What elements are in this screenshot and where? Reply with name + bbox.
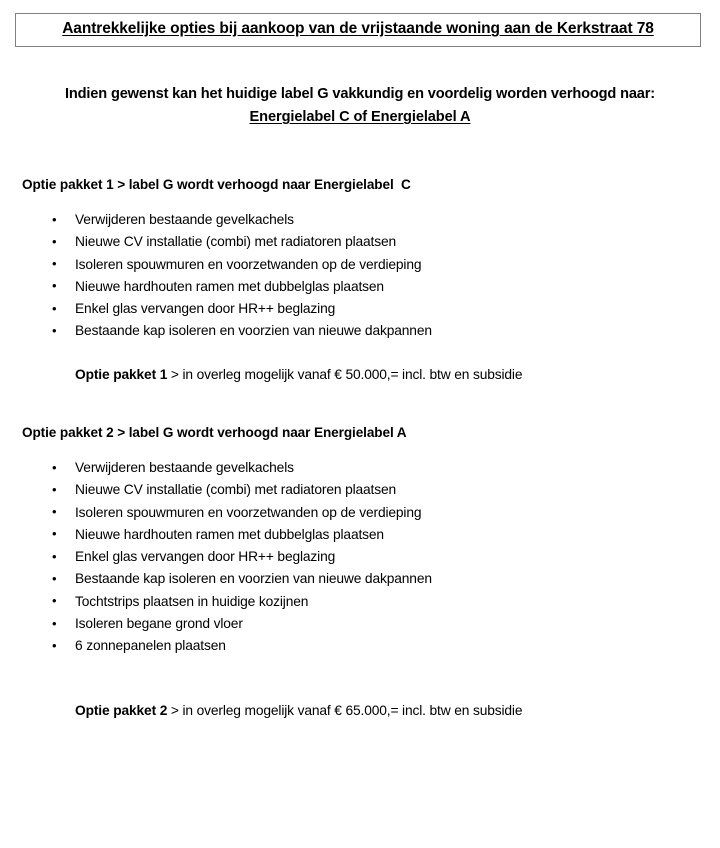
list-item: • Verwijderen bestaande gevelkachels [75, 457, 720, 479]
option-package-1-price-text: > in overleg mogelijk vanaf € 50.000,= incl. btw en subsidie [167, 366, 523, 382]
list-item: • Isoleren begane grond vloer [75, 613, 720, 635]
list-item: • Verwijderen bestaande gevelkachels [75, 209, 720, 231]
page-title: Aantrekkelijke opties bij aankoop van de vrijstaande woning aan de Kerkstraat 78 [62, 20, 654, 37]
list-item: • Isoleren spouwmuren en voorzetwanden op de verdieping [75, 502, 720, 524]
option-package-2-price-label: Optie pakket 2 [75, 702, 168, 718]
list-item: • 6 zonnepanelen plaatsen [75, 635, 720, 657]
list-item: • Nieuwe CV installatie (combi) met radiatoren plaatsen [75, 231, 720, 253]
subtitle-primary-text: Indien gewenst kan het huidige label G vakkundig en voordelig worden verhoogd naar: [64, 86, 656, 102]
list-item: • Enkel glas vervangen door HR++ beglazing [75, 546, 720, 568]
title-box [15, 13, 701, 47]
list-item: • Isoleren spouwmuren en voorzetwanden op de verdieping [75, 254, 720, 276]
option-package-1-price-line [75, 365, 720, 385]
option-package-2-heading: Optie pakket 2 > label G wordt verhoogd naar Energielabel A [22, 425, 407, 440]
option-package-1-price-label: Optie pakket 1 [75, 366, 168, 382]
list-item: • Enkel glas vervangen door HR++ beglazing [75, 298, 720, 320]
list-item: • Tochtstrips plaatsen in huidige kozijnen [75, 591, 720, 613]
option-package-2-section [0, 424, 720, 721]
option-package-1-section [0, 176, 720, 385]
list-item: • Nieuwe hardhouten ramen met dubbelglas plaatsen [75, 276, 720, 298]
option-package-1-heading: Optie pakket 1 > label G wordt verhoogd naar Energielabel C [22, 177, 411, 192]
option-package-1-list [0, 209, 720, 343]
subtitle-block [0, 84, 720, 128]
list-item: • Nieuwe hardhouten ramen met dubbelglas plaatsen [75, 524, 720, 546]
list-item: • Nieuwe CV installatie (combi) met radiatoren plaatsen [75, 479, 720, 501]
subtitle-energy-labels: Energielabel C of Energielabel A [249, 109, 471, 125]
list-item: • Bestaande kap isoleren en voorzien van nieuwe dakpannen [75, 568, 720, 590]
list-item: • Bestaande kap isoleren en voorzien van nieuwe dakpannen [75, 320, 720, 342]
option-package-2-list [0, 457, 720, 658]
option-package-2-price-line [75, 701, 720, 721]
option-package-2-price-text: > in overleg mogelijk vanaf € 65.000,= incl. btw en subsidie [167, 702, 523, 718]
